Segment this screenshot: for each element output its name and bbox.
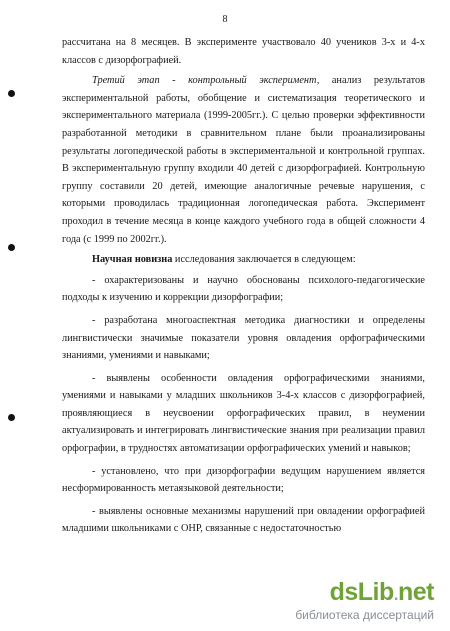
binder-hole-top xyxy=(8,90,15,97)
paragraph-third-stage xyxy=(62,72,425,248)
paragraph-novelty xyxy=(62,251,425,269)
list-item: - выявлены особенности овладения орфографическими знаниями, умениями и навыками у младших школьников 3-4-х классов с дизорфографией, проявляющиеся в неусвоении орфографических правил, в неумении актуализировать и интегрировать лингвистические знания при реализации правил орфографии, в трудностях автоматизации орфографических умений и навыков; xyxy=(62,372,425,455)
novelty-heading: Научная новизна xyxy=(92,254,173,266)
third-stage-heading: Третий этап - контрольный эксперимент, xyxy=(92,75,320,87)
watermark-subtitle: библиотека диссертаций xyxy=(295,608,434,622)
novelty-text: исследования заключается в следующем: xyxy=(172,254,356,266)
list-item: - установлено, что при дизорфографии ведущим нарушением является несформированность метаязыковой деятельности; xyxy=(62,465,425,495)
document-body xyxy=(62,34,425,543)
watermark-logo xyxy=(295,580,434,607)
third-stage-text: анализ результатов экспериментальной работы, обобщение и систематизация теоретического и экспериментального материала (1999-2005гг.). С целью проверки эффективности разработанной методики в сравнительном плане были проанализированы результаты логопедической работы в экспериментальной и контрольной группах. В экспериментальную группу входили 40 детей с дизорфографией. Контрольную группу составили 20 детей, имеющие аналогичные речевые нарушения, с которыми проводилась традиционная логопедическая работа. Эксперимент проходил в течение месяца в конце каждого учебного года в общей сложности 4 года (с 1999 по 2002гг.). xyxy=(62,75,426,245)
list-item: - выявлены основные механизмы нарушений при овладении орфографией младшими школьниками с ОНР, связанные с недостаточностью xyxy=(62,505,425,535)
page-number: 8 xyxy=(222,14,228,25)
watermark-logo-tld: net xyxy=(398,578,434,606)
binder-hole-bottom xyxy=(8,414,15,421)
watermark-logo-dot: . xyxy=(393,585,398,604)
list-item: - охарактеризованы и научно обоснованы психолого-педагогические подходы к изучению и коррекции дизорфографии; xyxy=(62,274,425,304)
paragraph-continuation: рассчитана на 8 месяцев. В эксперименте участвовало 40 учеников 3-х и 4-х классов с дизорфографией. xyxy=(62,37,425,66)
binder-hole-middle xyxy=(8,244,15,251)
watermark-logo-main: dsLib xyxy=(329,578,394,606)
list-item: - разработана многоаспектная методика диагностики и определены лингвистически значимые показатели уровня овладения орфографическими знаниями, умениями и навыками; xyxy=(62,314,425,362)
dslib-watermark xyxy=(295,580,434,622)
